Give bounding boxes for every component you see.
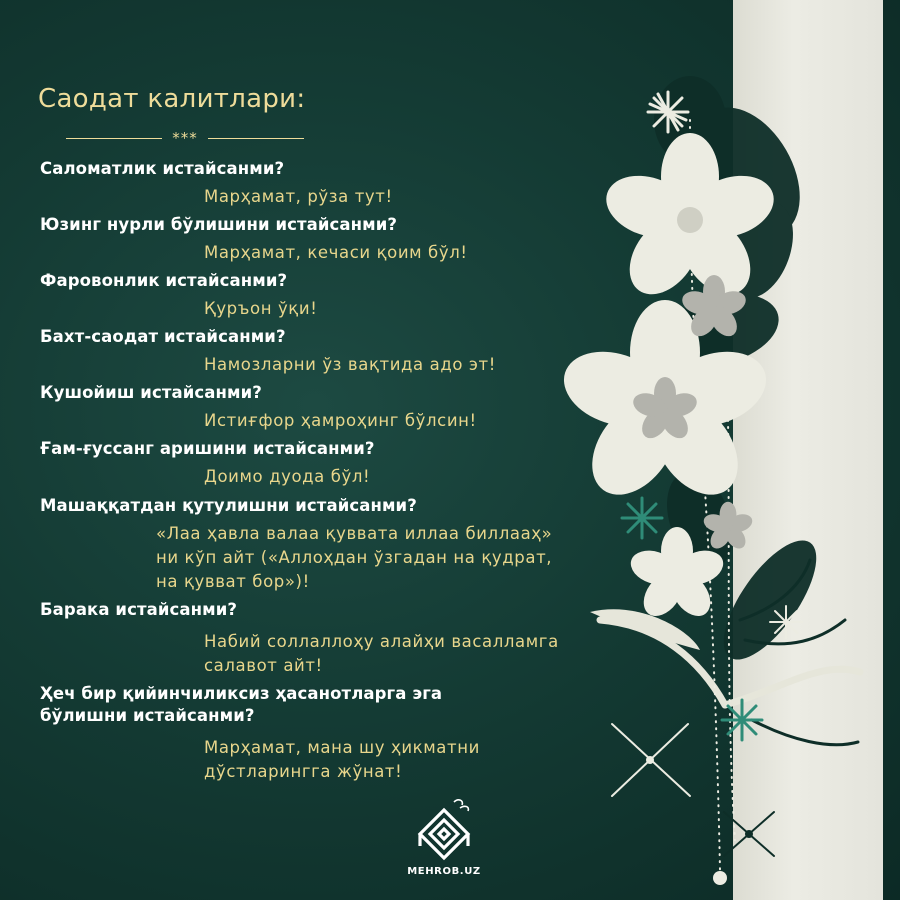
- divider-ornament: ***: [172, 129, 198, 147]
- answer-7-line-1: «Лаа ҳавла валаа қуввата иллаа биллааҳ»: [156, 524, 553, 543]
- answer-9-line-2: дўстларингга жўнат!: [204, 762, 403, 781]
- question-9: [40, 683, 442, 727]
- question-4: Бахт-саодат истайсанми?: [40, 327, 286, 346]
- answer-7-line-2: ни кўп айт («Аллоҳдан ўзгадан на қудрат,: [156, 548, 553, 567]
- answer-6: Доимо дуода бўл!: [204, 467, 371, 486]
- question-1: Саломатлик истайсанми?: [40, 159, 285, 178]
- answer-1: Марҳамат, рўза тут!: [204, 187, 393, 206]
- answer-8-line-2: салавот айт!: [204, 656, 323, 675]
- answer-7: [156, 522, 552, 594]
- answer-3: Қуръон ўқи!: [204, 299, 318, 318]
- answer-8: [204, 630, 559, 678]
- question-3: Фаровонлик истайсанми?: [40, 271, 288, 290]
- divider-line-right: [208, 138, 304, 139]
- answer-2: Марҳамат, кечаси қоим бўл!: [204, 243, 468, 262]
- answer-8-line-1: Набий соллаллоҳу алайҳи васалламга: [204, 632, 559, 651]
- question-5: Кушойиш истайсанми?: [40, 383, 262, 402]
- answer-5: Истиғфор ҳамроҳинг бўлсин!: [204, 411, 477, 430]
- answer-4: Намозларни ўз вақтида адо эт!: [204, 355, 496, 374]
- answer-9: [204, 736, 480, 784]
- answer-7-line-3: на қувват бор»)!: [156, 572, 310, 591]
- question-7: Машаққатдан қутулишни истайсанми?: [40, 496, 417, 515]
- question-8: Барака истайсанми?: [40, 600, 238, 619]
- answer-9-line-1: Марҳамат, мана шу ҳикматни: [204, 738, 480, 757]
- logo-text: MEHROB.UZ: [407, 866, 481, 877]
- page-title: Саодат калитлари:: [38, 84, 306, 114]
- question-6: Ғам-ғуссанг аришини истайсанми?: [40, 439, 375, 458]
- question-2: Юзинг нурли бўлишини истайсанми?: [40, 215, 398, 234]
- question-9-line-2: бўлишни истайсанми?: [40, 706, 255, 725]
- question-9-line-1: Ҳеч бир қийинчиликсиз ҳасанотларга эга: [40, 684, 443, 703]
- title-divider: [66, 131, 304, 145]
